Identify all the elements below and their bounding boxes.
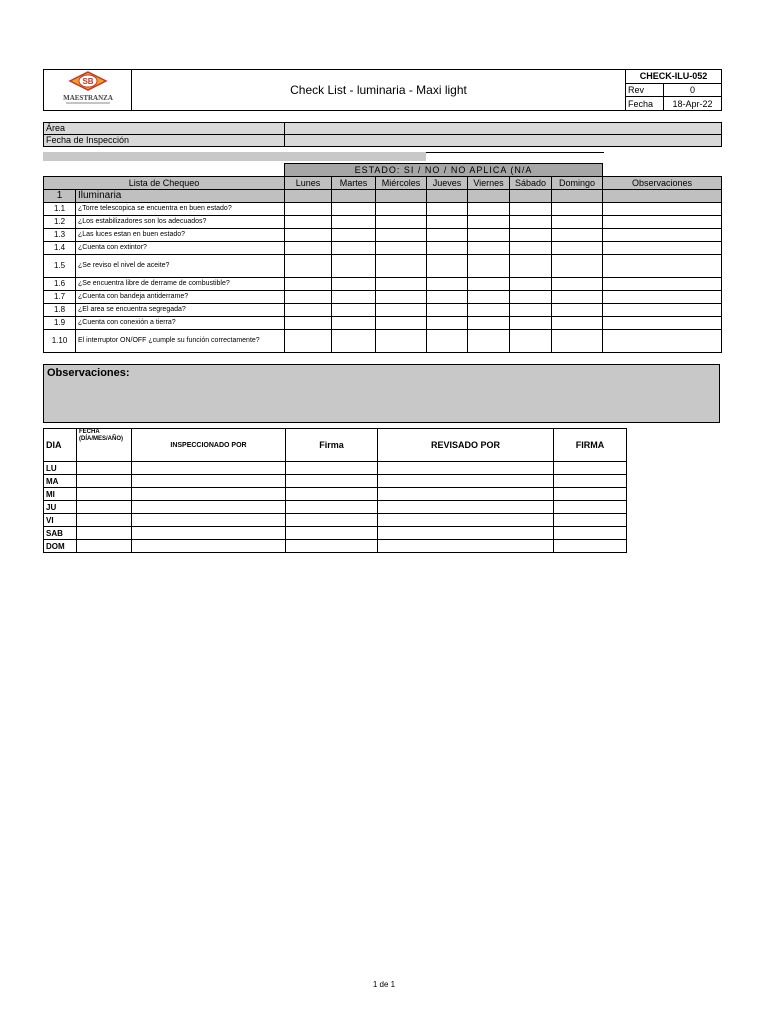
cell-domingo[interactable] [552, 330, 603, 353]
cell-viernes[interactable] [468, 330, 510, 353]
col-jueves: Jueves [427, 177, 468, 190]
revisado-cell[interactable] [378, 501, 554, 514]
cell-jueves[interactable] [427, 304, 468, 317]
page-number: 1 de 1 [372, 980, 396, 989]
cell-miercoles[interactable] [376, 203, 427, 216]
col-viernes: Viernes [468, 177, 510, 190]
day-label: MA [44, 475, 77, 488]
cell-observaciones[interactable] [603, 330, 722, 353]
inspeccionado-cell[interactable] [132, 501, 286, 514]
checklist-row [44, 216, 722, 229]
cell-jueves[interactable] [427, 255, 468, 278]
col-sabado: Sábado [510, 177, 552, 190]
item-text: ¿Los estabilizadores son los adecuados? [76, 216, 285, 229]
hdr-firma: Firma [286, 429, 378, 462]
cell-miercoles[interactable] [376, 330, 427, 353]
checklist-table [43, 163, 722, 353]
cell-observaciones[interactable] [603, 203, 722, 216]
cell-miercoles[interactable] [376, 317, 427, 330]
inspeccionado-cell[interactable] [132, 462, 286, 475]
cell-sabado[interactable] [510, 203, 552, 216]
cell-jueves[interactable] [427, 330, 468, 353]
cell-observaciones[interactable] [603, 317, 722, 330]
checklist-row [44, 278, 722, 291]
item-number: 1.10 [44, 330, 76, 353]
cell-lunes[interactable] [285, 242, 332, 255]
cell-domingo[interactable] [552, 216, 603, 229]
cell-miercoles[interactable] [376, 216, 427, 229]
revisado-cell[interactable] [378, 527, 554, 540]
rev-label: Rev [626, 83, 664, 97]
cell-jueves[interactable] [427, 229, 468, 242]
rev-value: 0 [664, 83, 722, 97]
fecha-cell[interactable] [77, 488, 132, 501]
cell-jueves[interactable] [427, 242, 468, 255]
inspeccionado-cell[interactable] [132, 540, 286, 553]
cell-martes[interactable] [332, 291, 376, 304]
area-field[interactable] [285, 123, 722, 135]
cell-martes[interactable] [332, 278, 376, 291]
fecha-cell[interactable] [77, 462, 132, 475]
cell-miercoles[interactable] [376, 255, 427, 278]
cell-lunes[interactable] [285, 278, 332, 291]
signature-row [44, 488, 627, 501]
fecha-inspeccion-field[interactable] [285, 135, 722, 147]
cell-domingo[interactable] [552, 255, 603, 278]
cell-observaciones[interactable] [603, 278, 722, 291]
cell-jueves[interactable] [427, 278, 468, 291]
cell-observaciones[interactable] [603, 242, 722, 255]
col-lista: Lista de Chequeo [44, 177, 285, 190]
cell-lunes[interactable] [285, 255, 332, 278]
firma-revisor-cell[interactable] [554, 462, 627, 475]
cell-domingo[interactable] [552, 242, 603, 255]
cell-lunes[interactable] [285, 203, 332, 216]
cell-observaciones[interactable] [603, 291, 722, 304]
cell-jueves[interactable] [427, 216, 468, 229]
fecha-cell[interactable] [77, 540, 132, 553]
cell-martes[interactable] [332, 229, 376, 242]
cell-miercoles[interactable] [376, 229, 427, 242]
item-text: ¿Cuenta con conexión a tierra? [76, 317, 285, 330]
cell-domingo[interactable] [552, 317, 603, 330]
cell-martes[interactable] [332, 330, 376, 353]
svg-text:MAESTRANZA: MAESTRANZA [62, 94, 113, 102]
signature-row [44, 475, 627, 488]
revisado-cell[interactable] [378, 488, 554, 501]
firma-cell[interactable] [286, 488, 378, 501]
checklist-row [44, 242, 722, 255]
firma-cell[interactable] [286, 501, 378, 514]
day-label: VI [44, 514, 77, 527]
item-number: 1.3 [44, 229, 76, 242]
item-number: 1.4 [44, 242, 76, 255]
cell-observaciones[interactable] [603, 229, 722, 242]
cell-martes[interactable] [332, 317, 376, 330]
inspeccionado-cell[interactable] [132, 527, 286, 540]
firma-cell[interactable] [286, 462, 378, 475]
cell-sabado[interactable] [510, 317, 552, 330]
revisado-cell[interactable] [378, 475, 554, 488]
cell-sabado[interactable] [510, 304, 552, 317]
cell-sabado[interactable] [510, 216, 552, 229]
col-miercoles: Miércoles [376, 177, 427, 190]
cell-martes[interactable] [332, 242, 376, 255]
checklist-row [44, 317, 722, 330]
item-number: 1.9 [44, 317, 76, 330]
cell-jueves[interactable] [427, 203, 468, 216]
fecha-value: 18-Apr-22 [664, 97, 722, 111]
area-label: Área [44, 123, 285, 135]
revisado-cell[interactable] [378, 540, 554, 553]
document-header [43, 69, 722, 111]
cell-viernes[interactable] [468, 255, 510, 278]
fecha-cell[interactable] [77, 514, 132, 527]
cell-sabado[interactable] [510, 255, 552, 278]
observaciones-box[interactable] [43, 364, 720, 423]
signature-row [44, 501, 627, 514]
signature-row [44, 514, 627, 527]
cell-lunes[interactable] [285, 216, 332, 229]
col-lunes: Lunes [285, 177, 332, 190]
cell-lunes[interactable] [285, 330, 332, 353]
checklist-row [44, 291, 722, 304]
signature-rows [44, 462, 627, 553]
revisado-cell[interactable] [378, 514, 554, 527]
company-logo [44, 70, 132, 111]
checklist-row [44, 203, 722, 216]
fecha-inspeccion-label: Fecha de Inspección [44, 135, 285, 147]
firma-revisor-cell[interactable] [554, 527, 627, 540]
firma-revisor-cell[interactable] [554, 488, 627, 501]
checklist-items [44, 203, 722, 353]
checklist-row [44, 304, 722, 317]
category-number: 1 [44, 190, 76, 203]
category-label: Iluminaria [76, 190, 285, 203]
item-number: 1.1 [44, 203, 76, 216]
svg-text:SB: SB [81, 77, 94, 86]
item-text: ¿Las luces estan en buen estado? [76, 229, 285, 242]
cell-domingo[interactable] [552, 229, 603, 242]
cell-viernes[interactable] [468, 229, 510, 242]
day-label: LU [44, 462, 77, 475]
document-title: Check List - luminaria - Maxi light [132, 70, 626, 111]
cell-martes[interactable] [332, 216, 376, 229]
cell-miercoles[interactable] [376, 291, 427, 304]
item-number: 1.2 [44, 216, 76, 229]
inspeccionado-cell[interactable] [132, 488, 286, 501]
cell-lunes[interactable] [285, 291, 332, 304]
item-number: 1.6 [44, 278, 76, 291]
signature-row [44, 527, 627, 540]
fecha-label: Fecha [626, 97, 664, 111]
cell-sabado[interactable] [510, 242, 552, 255]
signature-row [44, 462, 627, 475]
info-table [43, 122, 722, 147]
col-martes: Martes [332, 177, 376, 190]
cell-sabado[interactable] [510, 330, 552, 353]
cell-domingo[interactable] [552, 304, 603, 317]
revisado-cell[interactable] [378, 462, 554, 475]
checklist-row [44, 229, 722, 242]
cell-sabado[interactable] [510, 278, 552, 291]
firma-revisor-cell[interactable] [554, 501, 627, 514]
firma-revisor-cell[interactable] [554, 475, 627, 488]
fecha-cell[interactable] [77, 475, 132, 488]
inspeccionado-cell[interactable] [132, 514, 286, 527]
cell-miercoles[interactable] [376, 278, 427, 291]
day-label: SAB [44, 527, 77, 540]
cell-observaciones[interactable] [603, 216, 722, 229]
cell-observaciones[interactable] [603, 255, 722, 278]
item-text: ¿Cuenta con bandeja antiderrame? [76, 291, 285, 304]
signature-row [44, 540, 627, 553]
item-text: ¿Torre telescopica se encuentra en buen estado? [76, 203, 285, 216]
cell-martes[interactable] [332, 304, 376, 317]
cell-lunes[interactable] [285, 317, 332, 330]
firma-cell[interactable] [286, 540, 378, 553]
item-number: 1.7 [44, 291, 76, 304]
cell-viernes[interactable] [468, 304, 510, 317]
cell-martes[interactable] [332, 203, 376, 216]
cell-domingo[interactable] [552, 291, 603, 304]
day-label: DOM [44, 540, 77, 553]
day-label: MI [44, 488, 77, 501]
hdr-dia: DIA [44, 429, 77, 462]
cell-miercoles[interactable] [376, 242, 427, 255]
cell-lunes[interactable] [285, 304, 332, 317]
hdr-fecha: FECHA (DÍA/MES/AÑO) [77, 429, 132, 462]
cell-viernes[interactable] [468, 242, 510, 255]
observaciones-label: Observaciones: [47, 367, 130, 379]
cell-observaciones[interactable] [603, 304, 722, 317]
item-text: ¿El area se encuentra segregada? [76, 304, 285, 317]
checklist-row [44, 255, 722, 278]
cell-viernes[interactable] [468, 216, 510, 229]
firma-cell[interactable] [286, 514, 378, 527]
inspeccionado-cell[interactable] [132, 475, 286, 488]
item-text: ¿Cuenta con extintor? [76, 242, 285, 255]
checklist-row [44, 330, 722, 353]
cell-domingo[interactable] [552, 203, 603, 216]
day-label: JU [44, 501, 77, 514]
document-code: CHECK-ILU-052 [626, 70, 722, 84]
cell-martes[interactable] [332, 255, 376, 278]
cell-viernes[interactable] [468, 278, 510, 291]
item-number: 1.5 [44, 255, 76, 278]
item-text: ¿Se encuentra libre de derrame de combustible? [76, 278, 285, 291]
firma-revisor-cell[interactable] [554, 540, 627, 553]
item-text: El interruptor ON/OFF ¿cumple su función correctamente? [76, 330, 285, 353]
col-observaciones: Observaciones [603, 177, 722, 190]
cell-domingo[interactable] [552, 278, 603, 291]
signature-table [43, 428, 627, 553]
separator-bar [43, 152, 426, 161]
cell-jueves[interactable] [427, 291, 468, 304]
logo-icon [50, 71, 126, 107]
firma-revisor-cell[interactable] [554, 514, 627, 527]
col-domingo: Domingo [552, 177, 603, 190]
cell-jueves[interactable] [427, 317, 468, 330]
item-text: ¿Se reviso el nivel de aceite? [76, 255, 285, 278]
fecha-cell[interactable] [77, 501, 132, 514]
cell-sabado[interactable] [510, 291, 552, 304]
firma-cell[interactable] [286, 527, 378, 540]
cell-viernes[interactable] [468, 317, 510, 330]
estado-header: ESTADO: SI / NO / NO APLICA (N/A [285, 164, 603, 177]
fecha-cell[interactable] [77, 527, 132, 540]
cell-sabado[interactable] [510, 229, 552, 242]
firma-cell[interactable] [286, 475, 378, 488]
separator-line [426, 152, 604, 153]
cell-viernes[interactable] [468, 291, 510, 304]
hdr-firma-revisor: FIRMA [554, 429, 627, 462]
hdr-revisado: REVISADO POR [378, 429, 554, 462]
cell-miercoles[interactable] [376, 304, 427, 317]
hdr-inspeccionado: INSPECCIONADO POR [132, 429, 286, 462]
cell-viernes[interactable] [468, 203, 510, 216]
cell-lunes[interactable] [285, 229, 332, 242]
item-number: 1.8 [44, 304, 76, 317]
